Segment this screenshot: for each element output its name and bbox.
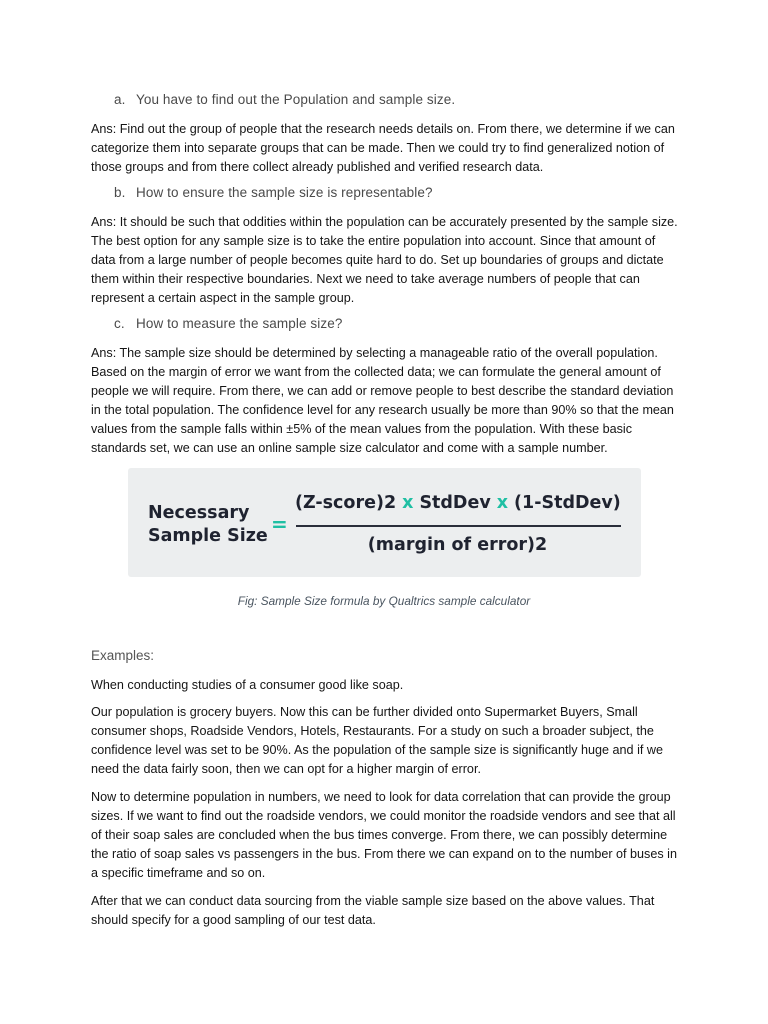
sample-size-formula-figure bbox=[128, 468, 641, 577]
formula-left-side bbox=[148, 502, 268, 548]
question-text: How to measure the sample size? bbox=[136, 316, 343, 331]
formula-denominator: (margin of error)2 bbox=[367, 535, 548, 555]
examples-heading: Examples: bbox=[91, 648, 155, 663]
question-c bbox=[114, 316, 342, 331]
formula-term-one-minus-stddev: (1-StdDev) bbox=[514, 493, 621, 513]
examples-paragraph-3: Now to determine population in numbers, we need to look for data correlation that can provide the group sizes. If we want to find out the roadside vendors, we could monitor the roadside vendors and see that all of their soap sales are concluded when the bus times converge. From there, we can possibly determine the ratio of soap sales vs passengers in the bus. From there we can expand on to the number of buses in a specific timeframe and so on. bbox=[91, 790, 677, 880]
answer-b: Ans: It should be such that oddities within the population can be accurately presented by the sample size. The best option for any sample size is to take the entire population into account. Since that amount of data from a large number of people becomes quite hard to do. Set up boundaries of groups and dictate them within their respective boundaries. Next we need to take average numbers of people that can represent a certain aspect in the sample group. bbox=[91, 215, 678, 305]
question-marker: c. bbox=[114, 316, 125, 331]
examples-paragraph-2: Our population is grocery buyers. Now this can be further divided onto Supermarket Buyers, Small consumer shops, Roadside Vendors, Hotels, Restaurants. For a study on such a broader subject, the confidence level was set to be 90%. As the population of the sample size is significantly huge and if we need the data fairly soon, then we can opt for a higher margin of error. bbox=[91, 705, 663, 776]
examples-paragraph-4: After that we can conduct data sourcing from the viable sample size based on the above values. That should specify for a good sampling of our test data. bbox=[91, 894, 655, 927]
answer-a: Ans: Find out the group of people that the research needs details on. From there, we determine if we can categorize them into separate groups that can be made. Then we could try to find generalized notion of those groups and from there collect already published and verified research data. bbox=[91, 122, 675, 174]
formula-multiply-sign: x bbox=[402, 493, 414, 513]
figure-caption: Fig: Sample Size formula by Qualtrics sample calculator bbox=[237, 594, 531, 608]
formula-term-zscore: (Z-score)2 bbox=[295, 493, 397, 513]
answer-c: Ans: The sample size should be determined by selecting a manageable ratio of the overall population. Based on the margin of error we want from the collected data; we can formulate the general amount of people we will require. From there, we can add or remove people to best describe the standard deviation in the total population. The confidence level for any research usually be more than 90% so that the mean values from the sample falls within ±5% of the mean values from the population. With these basic standards set, we can use an online sample size calculator and come with a sample number. bbox=[91, 346, 674, 455]
formula-fraction-bar bbox=[296, 525, 621, 527]
question-a bbox=[114, 92, 455, 107]
examples-paragraph-1: When conducting studies of a consumer good like soap. bbox=[91, 678, 404, 692]
question-marker: a. bbox=[114, 92, 126, 107]
question-text: You have to find out the Population and sample size. bbox=[136, 92, 456, 107]
question-marker: b. bbox=[114, 185, 126, 200]
formula-left-line2: Sample Size bbox=[148, 526, 268, 546]
formula-equals-sign: = bbox=[271, 512, 288, 536]
question-b bbox=[114, 185, 433, 200]
formula-term-stddev: StdDev bbox=[419, 493, 491, 513]
question-text: How to ensure the sample size is representable? bbox=[136, 185, 433, 200]
formula-numerator bbox=[295, 493, 620, 513]
formula-multiply-sign: x bbox=[496, 493, 509, 513]
formula-left-line1: Necessary bbox=[148, 503, 250, 523]
